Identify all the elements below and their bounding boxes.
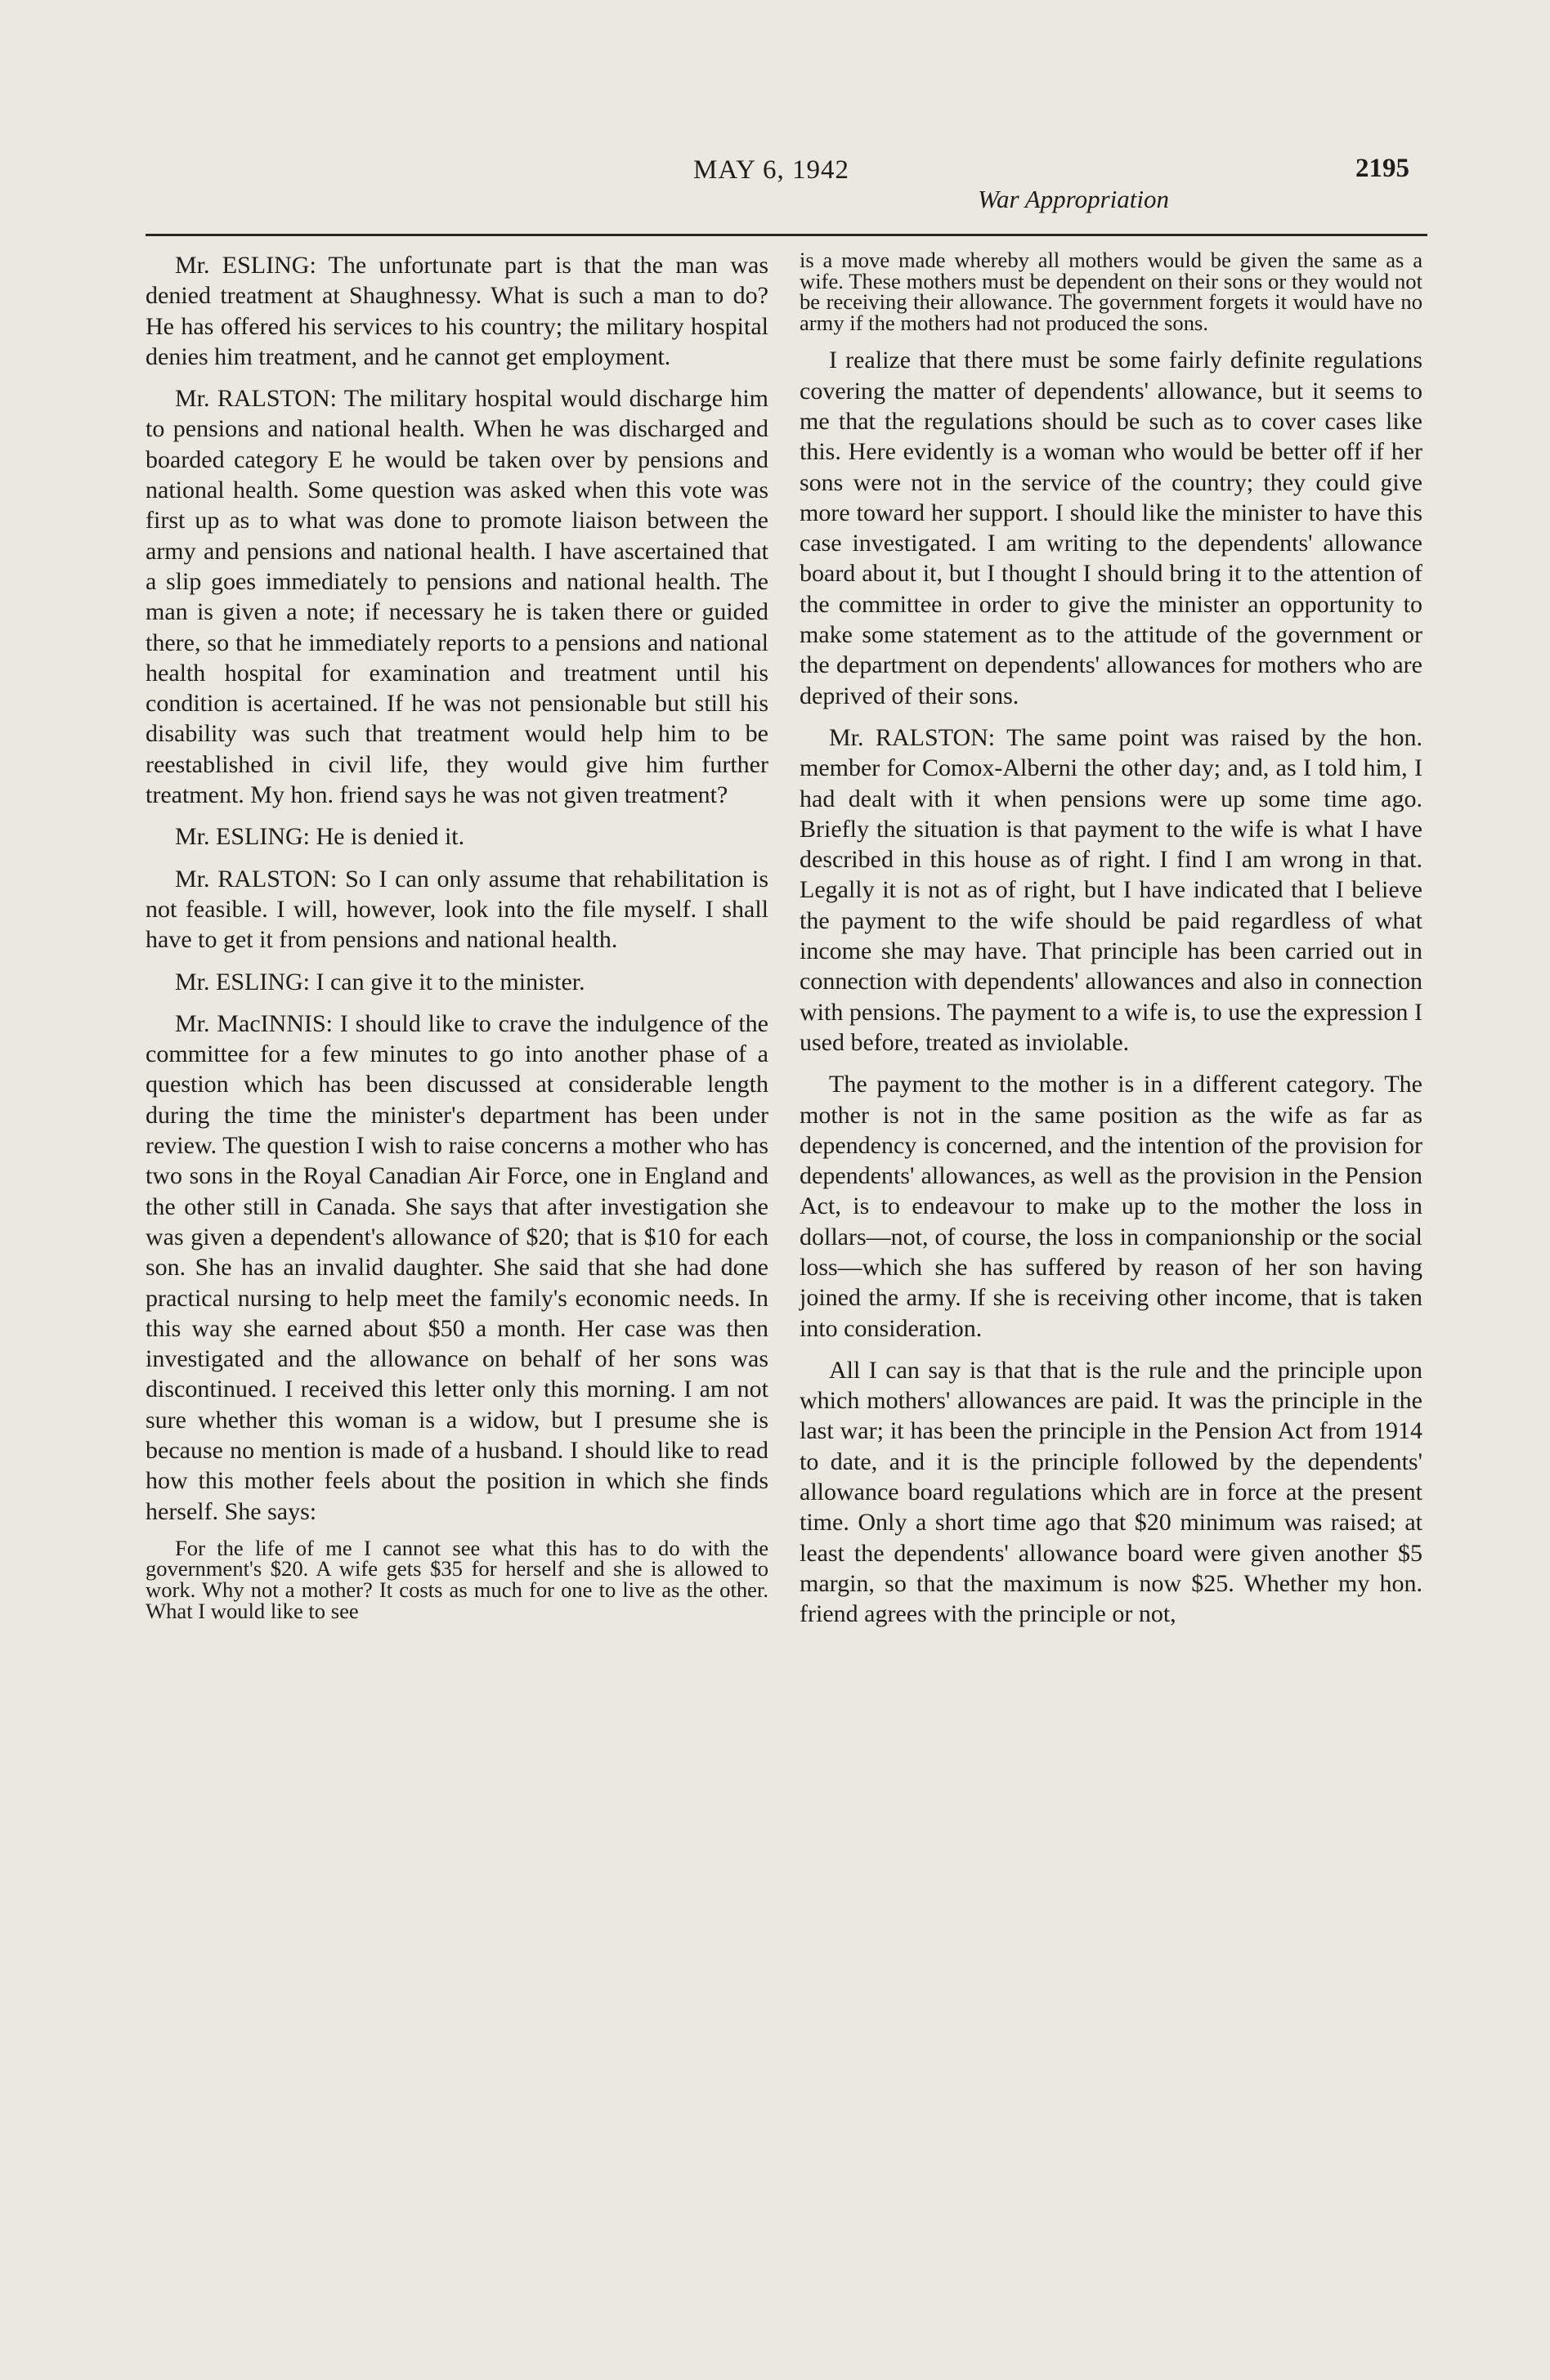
right-column: [800, 250, 1422, 1641]
left-column: [146, 250, 768, 1633]
letter-quote: For the life of me I cannot see what this has to do with the government's $20. A wife gets $35 for herself and she is allowed to work. Why not a mother? It costs as much for one to live as the other. What I would like to see: [146, 1535, 768, 1623]
header-rule: [146, 234, 1427, 236]
paragraph: All I can say is that that is the rule and the principle upon which mothers' allowances are paid. It was the principle in the last war; it has been the principle in the Pension Act from 1914 to date, and it is the principle followed by the dependents' allowance board regulations which are in force at the present time. Only a short time ago that $20 minimum was raised; at least the dependents' allowance board were given another $5 margin, so that the maximum is now $25. Whether my hon. friend agrees with the principle or not,: [800, 1356, 1422, 1628]
paragraph: Mr. RALSTON: So I can only assume that rehabilitation is not feasible. I will, however, look into the file myself. I shall have to get it from pensions and national health.: [146, 865, 768, 954]
header-date: MAY 6, 1942: [693, 155, 850, 185]
section-title: War Appropriation: [978, 185, 1169, 213]
paragraph: I realize that there must be some fairly definite regulations covering the matter of dependents' allowance, but it seems to me that the regulations should be such as to cover cases like this. Here evidently is a woman who would be better off if her sons were not in the service of the country; they could give more toward her support. I should like the minister to have this case investigated. I am writing to the dependents' allowance board about it, but I thought I should bring it to the attention of the committee in order to give the minister an opportunity to make some statement as to the attitude of the government or the department on dependents' allowances for mothers who are deprived of their sons.: [800, 347, 1422, 709]
paragraph: Mr. ESLING: I can give it to the minister.: [175, 968, 585, 995]
paragraph: Mr. RALSTON: The military hospital would discharge him to pensions and national health. When he was discharged and boarded category E he would be taken over by pensions and national health. Some question was asked when this vote was first up as to what was done to promote liaison between the army and pensions and national health. I have ascertained that a slip goes immediately to pensions and national health. The man is given a note; if necessary he is taken there or guided there, so that he immediately reports to a pensions and national health hospital for examination and treatment until his condition is acertained. If he was not pensionable but still his disability was such that treatment would help him to be reestablished in civil life, they would give him further treatment. My hon. friend says he was not given treatment?: [146, 385, 768, 809]
paragraph: Mr. ESLING: The unfortunate part is that the man was denied treatment at Shaughnessy. What is such a man to do? He has offered his services to his country; the military hospital denies him treatment, and he cannot get employment.: [146, 252, 768, 370]
paragraph: Mr. MacINNIS: I should like to crave the indulgence of the committee for a few minutes to go into another phase of a question which has been discussed at considerable length during the time the minister's department has been under review. The question I wish to raise concerns a mother who has two sons in the Royal Canadian Air Force, one in England and the other still in Canada. She says that after investigation she was given a dependent's allowance of $20; that is $10 for each son. She has an invalid daughter. She said that she had done practical nursing to help meet the family's economic needs. In this way she earned about $50 a month. Her case was then investigated and the allowance on behalf of her sons was discontinued. I received this letter only this morning. I am not sure whether this woman is a widow, but I presume she is because no mention is made of a husband. I should like to read how this mother feels about the position in which she finds herself. She says:: [146, 1009, 768, 1525]
letter-quote-continued: is a move made whereby all mothers would be given the same as a wife. These mothers must be dependent on their sons or they would not be receiving their allowance. The government forgets it would have no army if the mothers had not produced the sons.: [800, 248, 1422, 335]
paragraph: The payment to the mother is in a different category. The mother is not in the same position as the wife as far as dependency is concerned, and the intention of the provision for dependents' allowances, as well as the provision in the Pension Act, is to endeavour to make up to the mother the loss in dollars—not, of course, the loss in companionship or the social loss—which she has suffered by reason of her son having joined the army. If she is receiving other income, that is taken into consideration.: [800, 1071, 1422, 1342]
page-number: 2195: [1355, 154, 1409, 183]
paragraph: Mr. RALSTON: The same point was raised by the hon. member for Comox-Alberni the other day; and, as I told him, I had dealt with it when pensions were up some time ago. Briefly the situation is that payment to the wife is what I have described in this house as of right. I find I am wrong in that. Legally it is not as of right, but I have indicated that I believe the payment to the wife should be paid regardless of what income she may have. That principle has been carried out in connection with dependents' allowances and also in connection with pensions. The payment to a wife is, to use the expression I used before, treated as inviolable.: [800, 723, 1422, 1056]
paragraph: Mr. ESLING: He is denied it.: [175, 823, 465, 851]
